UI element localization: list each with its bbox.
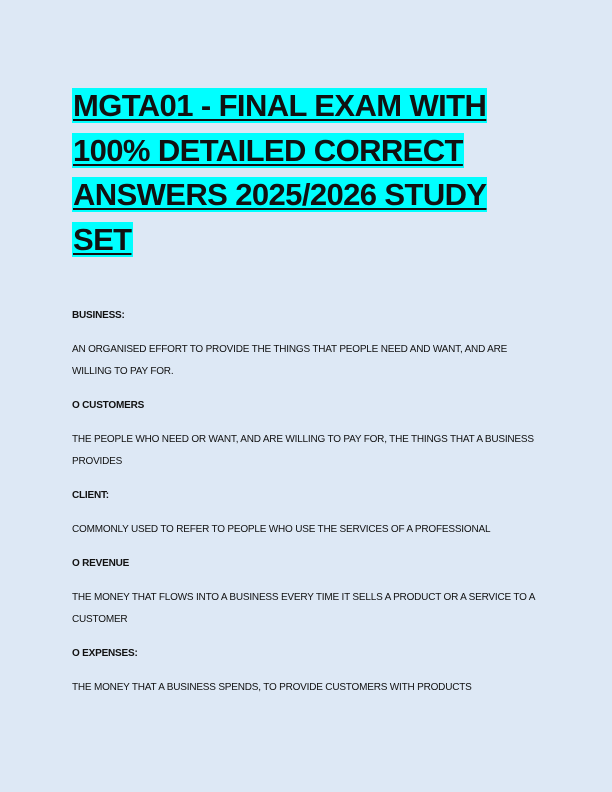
definition-business: AN ORGANISED EFFORT TO PROVIDE THE THINGS THAT PEOPLE NEED AND WANT, AND ARE WILLING TO PAY FOR. xyxy=(72,344,508,377)
term-client: CLIENT: xyxy=(72,490,109,501)
term-expenses: O EXPENSES: xyxy=(72,648,138,659)
document-content xyxy=(72,305,542,711)
document-title xyxy=(72,84,542,262)
term-revenue: O REVENUE xyxy=(72,558,130,569)
term-customers: O CUSTOMERS xyxy=(72,400,145,411)
definition-revenue: THE MONEY THAT FLOWS INTO A BUSINESS EVERY TIME IT SELLS A PRODUCT OR A SERVICE TO A CUSTOMER xyxy=(72,592,535,625)
definition-customers: THE PEOPLE WHO NEED OR WANT, AND ARE WILLING TO PAY FOR, THE THINGS THAT A BUSINESS PROVIDES xyxy=(72,434,534,467)
definition-client: COMMONLY USED TO REFER TO PEOPLE WHO USE THE SERVICES OF A PROFESSIONAL xyxy=(72,524,491,535)
term-business: BUSINESS: xyxy=(72,310,125,321)
document-title-text: MGTA01 - FINAL EXAM WITH 100% DETAILED CORRECT ANSWERS 2025/2026 STUDY SET xyxy=(73,88,487,257)
definition-expenses: THE MONEY THAT A BUSINESS SPENDS, TO PROVIDE CUSTOMERS WITH PRODUCTS xyxy=(72,682,472,693)
